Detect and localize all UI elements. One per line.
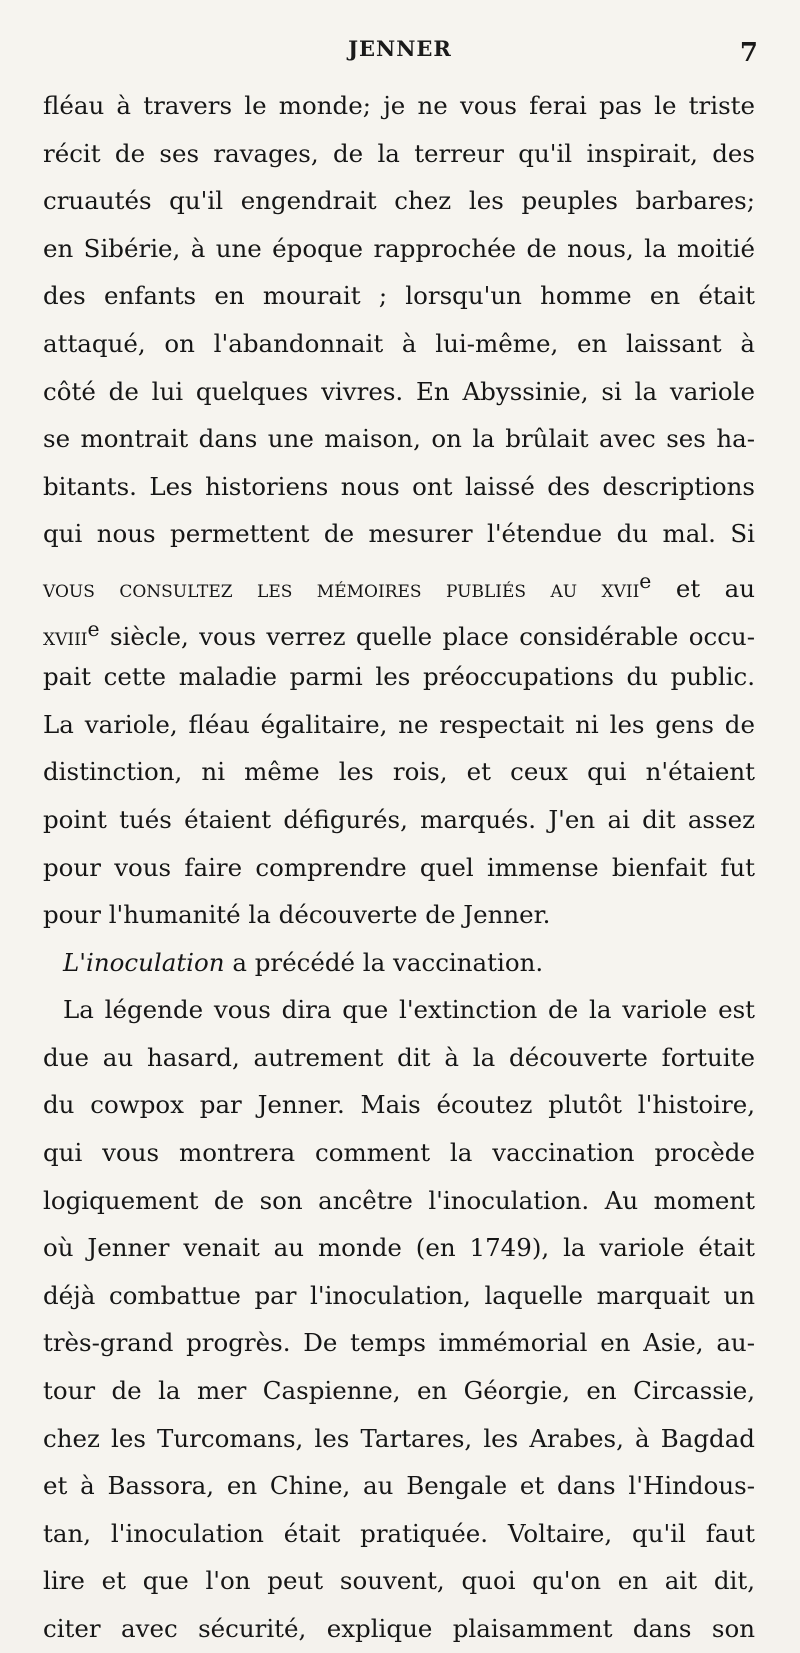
text-line: se montrait dans une maison, on la brûlait avec ses ha- <box>43 424 755 454</box>
heading-italic: L'inoculation <box>63 947 225 977</box>
text-line: citer avec sécurité, explique plaisamment dans son <box>43 1614 755 1643</box>
section-heading <box>43 939 755 987</box>
page-number: 7 <box>739 38 758 68</box>
running-head: JENNER <box>348 36 452 61</box>
text-line: côté de lui quelques vivres. En Abyssinie, si la variole <box>43 376 755 406</box>
text-segment: siècle, vous verrez quelle place considérable occu- <box>99 621 755 651</box>
text-line: qui vous montrera comment la vaccination procède <box>43 1138 755 1168</box>
text-line: fléau à travers le monde; je ne vous ferai pas le triste <box>43 91 755 120</box>
text-line: La variole, fléau égalitaire, ne respectait ni les gens de <box>43 709 755 739</box>
text-line: distinction, ni même les rois, et ceux qui n'étaient <box>43 757 755 787</box>
text-line: cruautés qu'il engendrait chez les peuples barbares; <box>43 186 755 216</box>
text-line: où Jenner venait au monde (en 1749), la variole était <box>43 1233 755 1263</box>
superscript: e <box>639 568 652 593</box>
text-line: récit de ses ravages, de la terreur qu'il inspirait, des <box>43 138 755 168</box>
text-segment: et au <box>651 574 755 604</box>
heading-text: a précédé la vaccination. <box>224 947 544 977</box>
text-line: déjà combattue par l'inoculation, laquelle marquait un <box>43 1280 755 1310</box>
text-line: attaqué, on l'abandonnait à lui-même, en laissant à <box>43 328 755 358</box>
page-header <box>40 36 760 76</box>
text-line: et à Bassora, en Chine, au Bengale et dans l'Hindous- <box>43 1471 755 1501</box>
text-line <box>43 606 755 654</box>
text-line: pour vous faire comprendre quel immense bienfait fut <box>43 852 755 882</box>
text-line <box>43 558 755 606</box>
body-text <box>43 82 755 1653</box>
text-line: chez les Turcomans, les Tartares, les Arabes, à Bagdad <box>43 1423 755 1453</box>
text-line: tan, l'inoculation était pratiquée. Voltaire, qu'il faut <box>43 1518 755 1548</box>
text-line: La légende vous dira que l'extinction de la variole est <box>63 995 755 1025</box>
text-line: en Sibérie, à une époque rapprochée de nous, la moitié <box>43 233 755 263</box>
text-line: qui nous permettent de mesurer l'étendue du mal. Si <box>43 519 755 549</box>
text-line: pait cette maladie parmi les préoccupations du public. <box>43 662 755 692</box>
text-line: du cowpox par Jenner. Mais écoutez plutôt l'histoire, <box>43 1090 755 1120</box>
text-line: tour de la mer Caspienne, en Géorgie, en Circassie, <box>43 1376 755 1406</box>
text-line: pour l'humanité la découverte de Jenner. <box>43 900 551 930</box>
text-line: très-grand progrès. De temps immémorial en Asie, au- <box>43 1328 755 1358</box>
text-line: bitants. Les historiens nous ont laissé des descriptions <box>43 471 755 501</box>
text-line: des enfants en mourait ; lorsqu'un homme en était <box>43 281 755 311</box>
superscript: e <box>87 616 100 641</box>
text-segment: vous consultez les mémoires publiés au xvii <box>43 574 640 604</box>
text-line: lire et que l'on peut souvent, quoi qu'on en ait dit, <box>43 1566 755 1596</box>
text-line: due au hasard, autrement dit à la découverte fortuite <box>43 1042 755 1072</box>
text-segment: xviii <box>43 621 88 651</box>
text-line: logiquement de son ancêtre l'inoculation. Au moment <box>43 1185 755 1215</box>
text-line: point tués étaient défigurés, marqués. J'en ai dit assez <box>43 804 755 834</box>
